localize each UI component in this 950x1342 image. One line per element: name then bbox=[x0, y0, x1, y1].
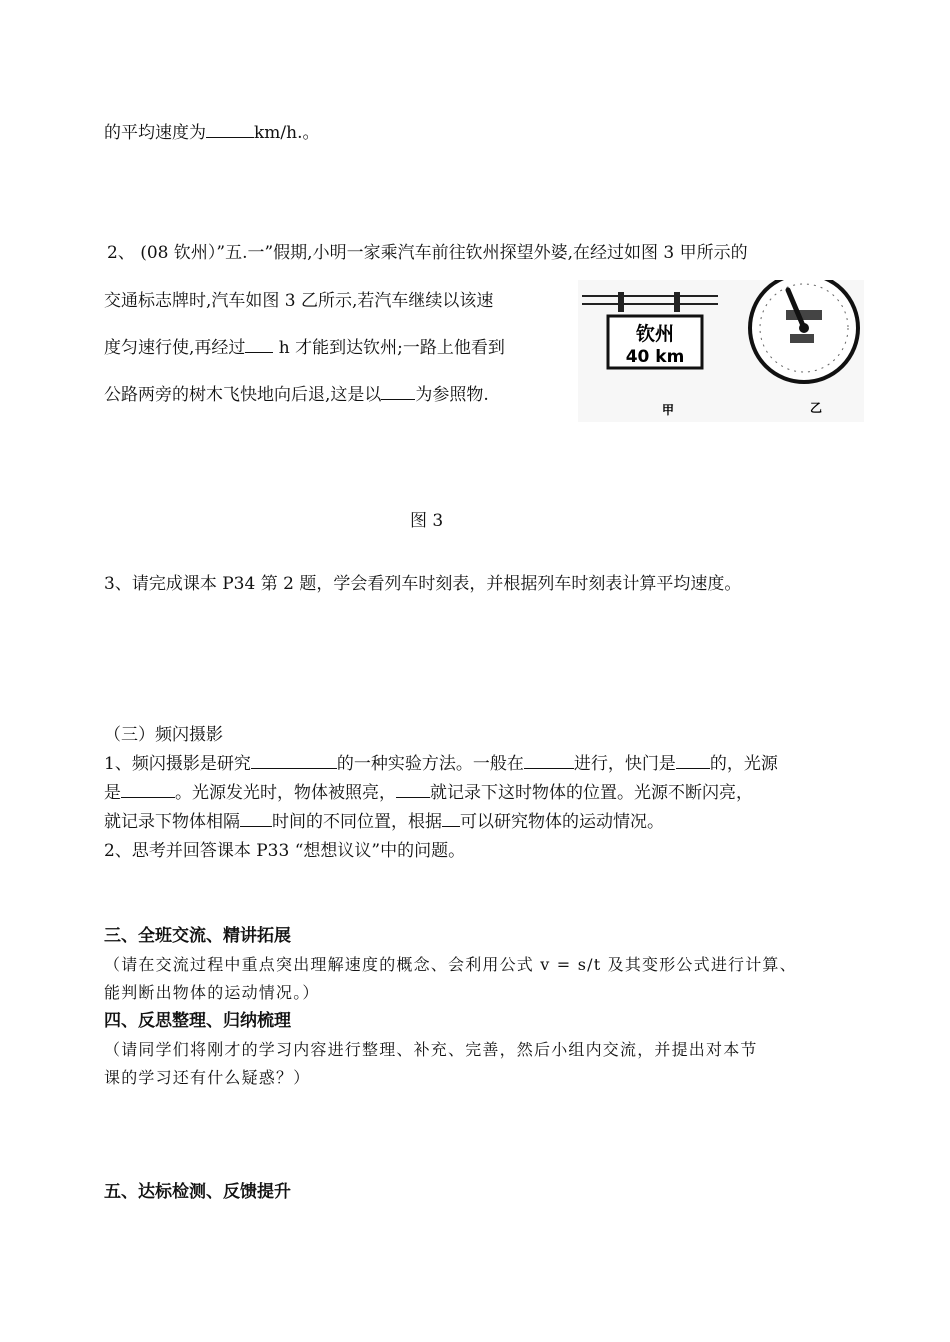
q2-text: 公路两旁的树木飞快地向后退,这是以 bbox=[104, 385, 382, 405]
sign-distance: 40 km bbox=[625, 347, 685, 367]
sign-post-right bbox=[674, 292, 680, 312]
section-3-title: （三）频闪摄影 bbox=[104, 725, 223, 745]
sign-city: 钦州 bbox=[635, 323, 675, 345]
q2-line-2: 交通标志牌时,汽车如图 3 乙所示,若汽车继续以该速 bbox=[104, 291, 494, 311]
sec3-text: 的一种实验方法。一般在 bbox=[336, 754, 524, 774]
answer-blank bbox=[251, 753, 337, 769]
q3-line: 3、请完成课本 P34 第 2 题，学会看列车时刻表，并根据列车时刻表计算平均速度。 bbox=[104, 574, 742, 594]
answer-blank bbox=[396, 782, 430, 798]
sec3-line-2 bbox=[104, 782, 753, 804]
part-3-title: 三、全班交流、精讲拓展 bbox=[104, 926, 291, 946]
q2-line-1: 2、 (08 钦州）”五.一”假期,小明一家乘汽车前往钦州探望外婆,在经过如图 3 甲所示的 bbox=[107, 243, 748, 263]
q2-text: 度匀速行使,再经过 bbox=[104, 338, 246, 358]
figure-caption: 图 3 bbox=[410, 511, 444, 531]
odometer-top bbox=[786, 310, 822, 320]
part-4-note-1: （请同学们将刚才的学习内容进行整理、补充、完善，然后小组内交流，并提出对本节 bbox=[104, 1040, 758, 1059]
figure-3 bbox=[578, 280, 864, 422]
answer-blank bbox=[245, 337, 273, 353]
part-3-note-1: （请在交流过程中重点突出理解速度的概念、会利用公式 v = s/t 及其变形公式进行计算、 bbox=[104, 955, 797, 974]
sec3-text: 1、频闪摄影是研究 bbox=[104, 754, 251, 774]
part-4-note-2: 课的学习还有什么疑惑？） bbox=[104, 1068, 311, 1087]
q1-unit: km/h.。 bbox=[254, 123, 320, 143]
answer-blank bbox=[442, 811, 460, 827]
part-4-title: 四、反思整理、归纳梳理 bbox=[104, 1011, 291, 1031]
label-right: 乙 bbox=[809, 401, 823, 415]
sec3-text: 可以研究物体的运动情况。 bbox=[460, 812, 664, 832]
sec3-text: 。光源发光时，物体被照亮， bbox=[175, 783, 396, 803]
answer-blank bbox=[240, 811, 272, 827]
sec3-line-3 bbox=[104, 811, 664, 833]
part-3-note-2: 能判断出物体的运动情况。） bbox=[104, 983, 320, 1002]
sign-post-left bbox=[618, 292, 624, 312]
sec3-text: 进行，快门是 bbox=[573, 754, 676, 774]
sec3-text: 的，光源 bbox=[709, 754, 778, 774]
label-left: 甲 bbox=[661, 403, 675, 417]
sec3-text: 时间的不同位置，根据 bbox=[272, 812, 442, 832]
sec3-text: 就记录下物体相隔 bbox=[104, 812, 240, 832]
q2-line-4 bbox=[104, 384, 489, 406]
q2-text: 为参照物. bbox=[415, 385, 489, 405]
answer-blank bbox=[121, 782, 175, 798]
q1-answer-line bbox=[104, 122, 320, 144]
sec3-line-4: 2、思考并回答课本 P33 “想想议议”中的问题。 bbox=[104, 841, 466, 861]
odometer-bottom bbox=[790, 334, 814, 343]
q1-text: 的平均速度为 bbox=[104, 123, 206, 143]
q2-line-3 bbox=[104, 337, 505, 359]
sec3-text: 就记录下这时物体的位置。光源不断闪亮， bbox=[430, 783, 753, 803]
answer-blank bbox=[676, 753, 710, 769]
answer-blank bbox=[524, 753, 574, 769]
q2-text: h 才能到达钦州;一路上他看到 bbox=[273, 338, 505, 358]
needle-hub bbox=[799, 323, 809, 333]
answer-blank bbox=[381, 384, 415, 400]
sec3-line-1 bbox=[104, 753, 778, 775]
part-5-title: 五、达标检测、反馈提升 bbox=[104, 1182, 291, 1202]
answer-blank bbox=[206, 122, 254, 138]
sec3-text: 是 bbox=[104, 783, 121, 803]
